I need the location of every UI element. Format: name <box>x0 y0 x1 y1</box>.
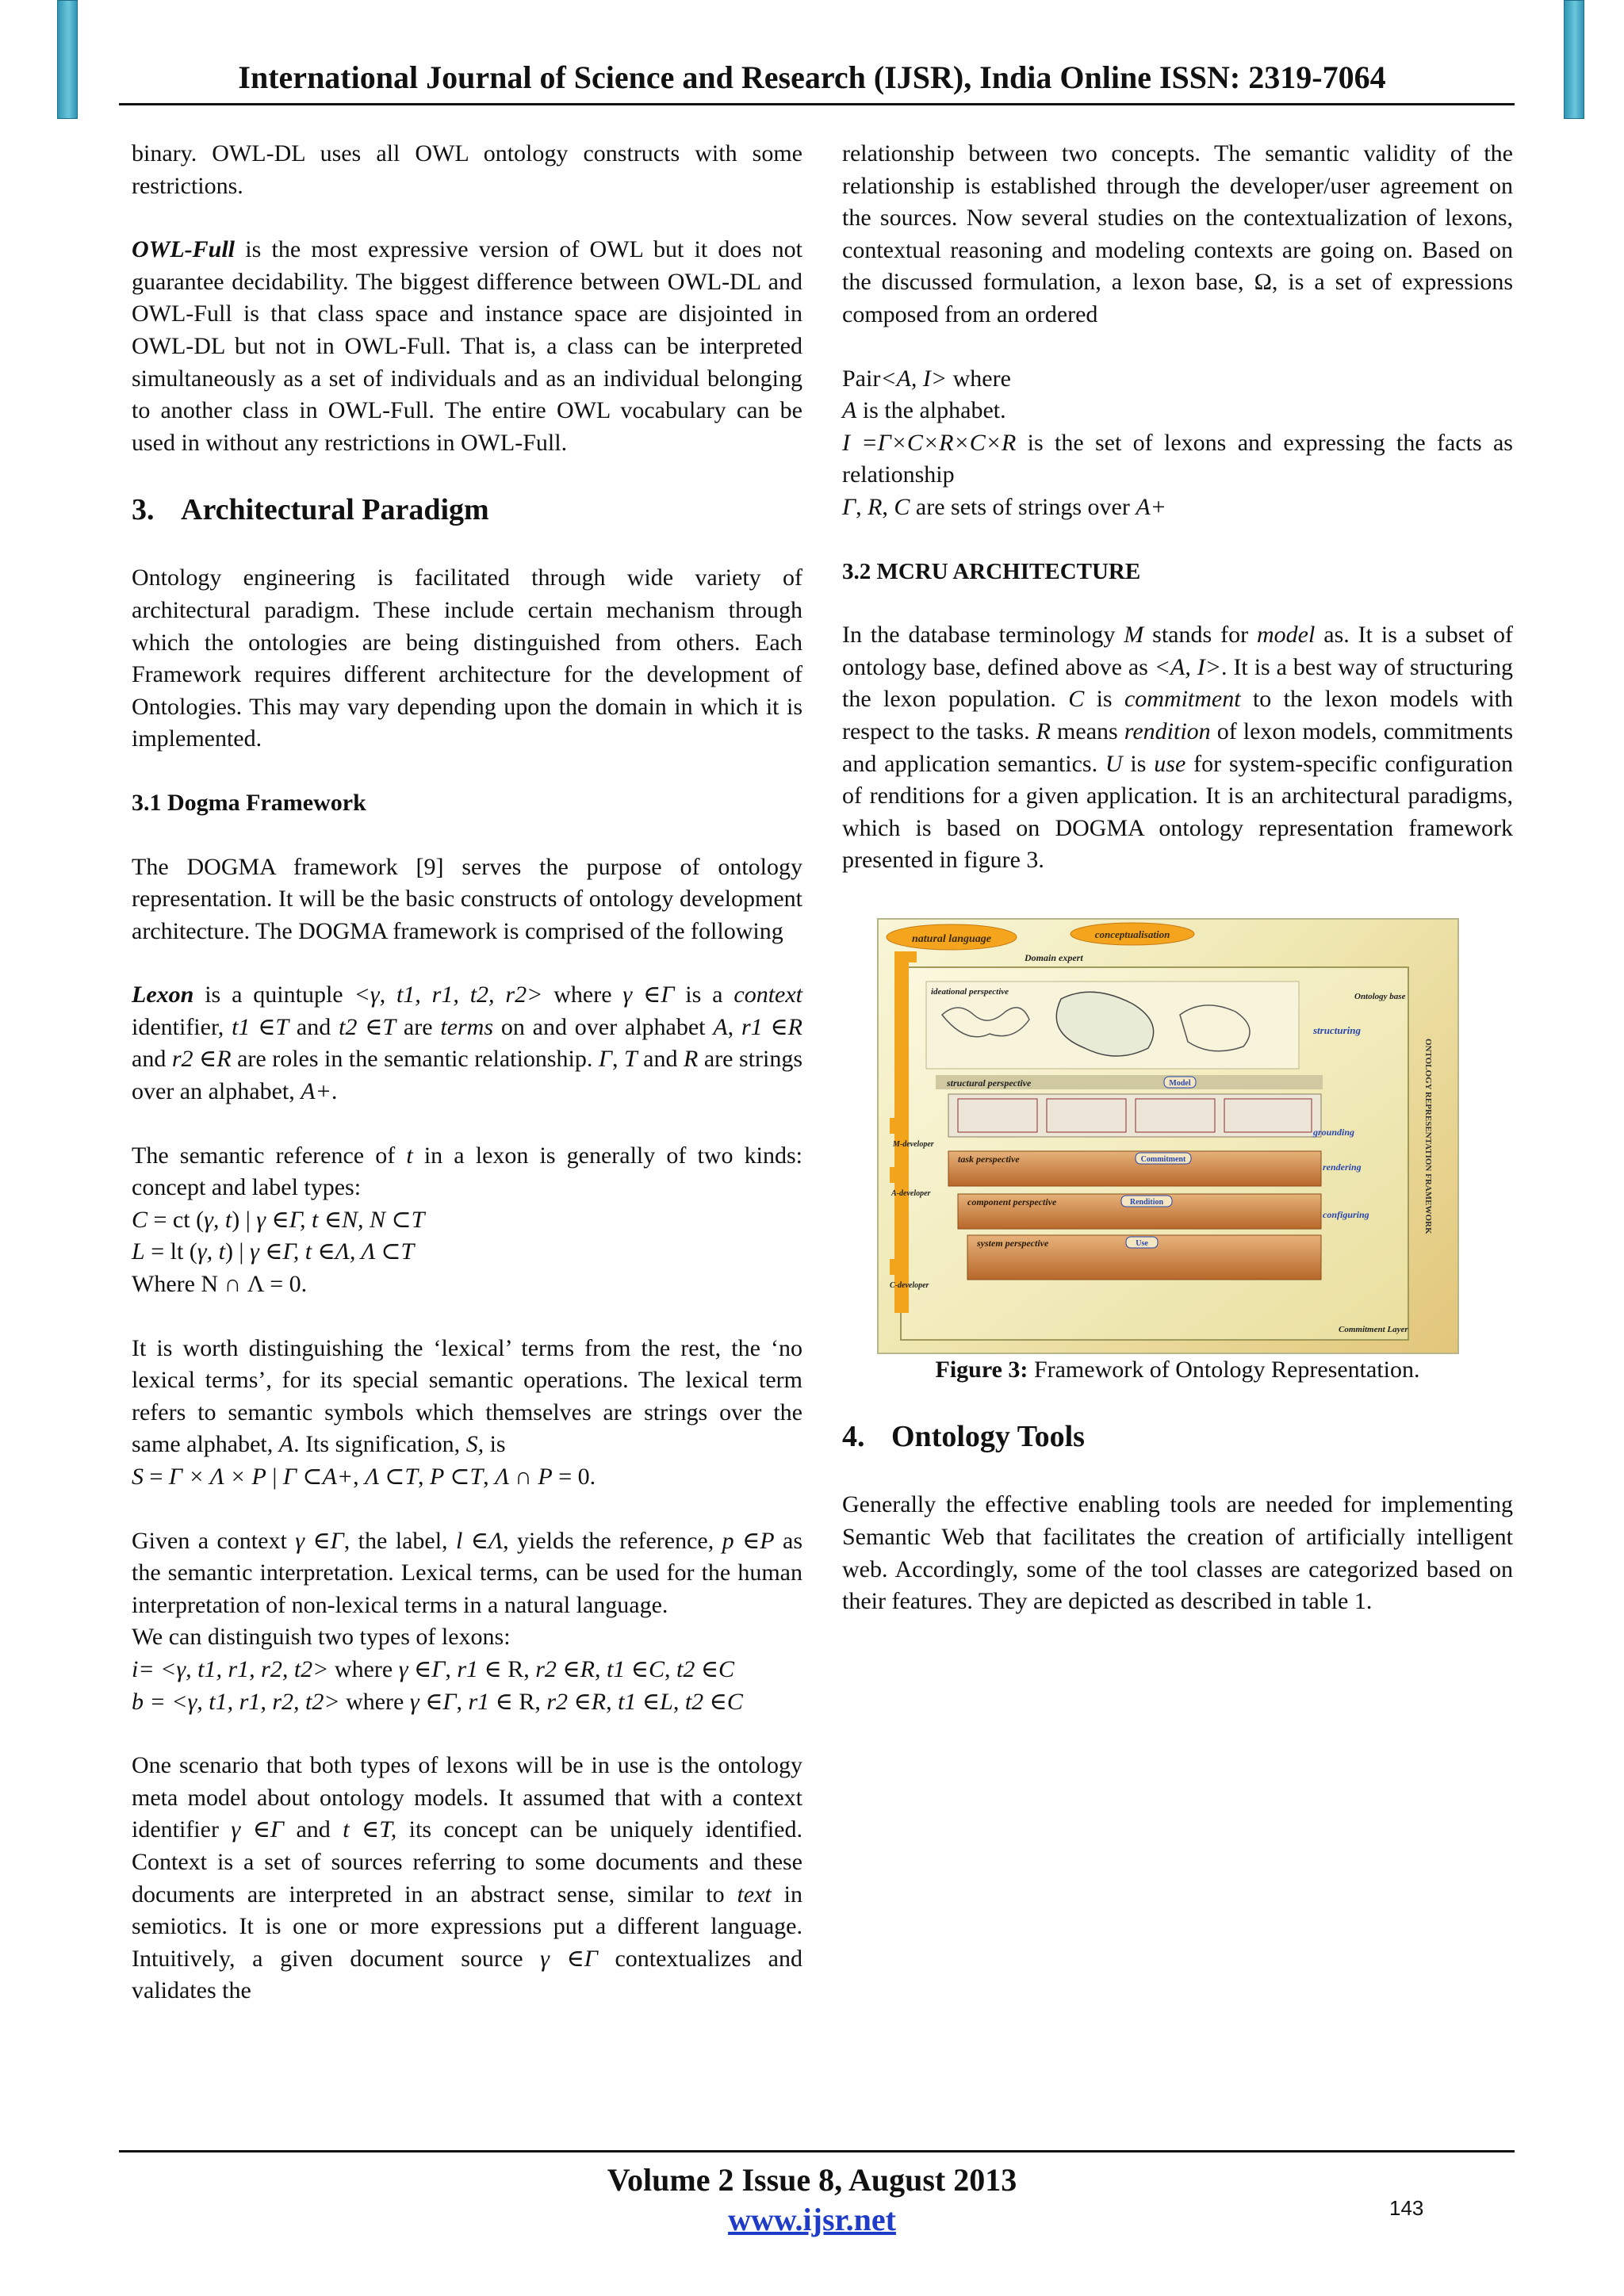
pipe-top <box>894 951 917 962</box>
section-heading-3: 3. Architectural Paradigm <box>132 493 489 527</box>
structuring-label: structuring <box>1313 1024 1361 1036</box>
footer-rule <box>119 2150 1515 2152</box>
formula-signification: S = Γ × Λ × P | Γ ⊂A+, Λ ⊂T, P ⊂T, Λ ∩ P = 0. <box>132 1464 596 1490</box>
rendering-label: rendering <box>1323 1161 1362 1173</box>
formula-lexon-b: b = <γ, t1, r1, r2, t2> where γ ∈Γ, r1 ∈ R, r2 ∈R, t1 ∈L, t2 ∈C <box>132 1688 743 1715</box>
formula-pair: Pair<A, I> where <box>842 365 1011 392</box>
right-column <box>842 138 1513 1650</box>
commitment-layer-label: Commitment Layer <box>1339 1324 1408 1334</box>
paragraph-lexon: Lexon is a quintuple <γ, t1, r1, t2, r2> where γ ∈Γ is a context identifier, t1 ∈T and t2 ∈T are terms on and over alphabet A, r1 ∈R and r2 ∈R are roles in the semantic relationship. Γ, T and R are strings over an alphabet, A+. <box>132 982 803 1105</box>
figure-ontology-framework <box>877 918 1459 1354</box>
formula-label: L = lt (γ, t) | γ ∈Γ, t ∈Λ, Λ ⊂T <box>132 1238 415 1265</box>
paragraph-scenario: One scenario that both types of lexons will be in use is the ontology meta model about ontology models. It assumed that with a context identifier γ ∈Γ and t ∈T, its concept can be uniquely identified. Context is a set of sources referring to some documents and these documents are interpreted in an abstract sense, similar to text in semiotics. It is one or more expressions put a different language. Intuitively, a given document source γ ∈Γ contextualizes and validates the <box>132 1752 803 2004</box>
section-heading-4: 4. Ontology Tools <box>842 1420 1085 1454</box>
paragraph-owl-full: OWL-Full is the most expressive version of OWL but it does not guarantee decidability. The biggest difference between OWL-DL and OWL-Full is that class space and instance space are disjointed in OWL-DL but not in OWL-Full. That is, a class can be interpreted simultaneously as a set of individuals and as an individual belonging to another class in OWL-Full. The entire OWL vocabulary can be used in without any restrictions in OWL-Full. <box>132 236 802 456</box>
rendition-label: Rendition <box>1129 1197 1164 1207</box>
header-rule <box>119 103 1515 105</box>
left-column <box>132 138 802 2039</box>
paragraph-given-context: Given a context γ ∈Γ, the label, l ∈Λ, yields the reference, p ∈P as the semantic interpretation. Lexical terms, can be used for the human interpretation of non-lexical terms in a natural language. <box>132 1527 803 1618</box>
formula-alphabet: A is the alphabet. <box>842 397 1006 424</box>
commitment-label: Commitment <box>1140 1154 1186 1164</box>
formula-where: Where N ∩ Λ = 0. <box>132 1271 308 1298</box>
c-developer-icon <box>890 1259 901 1275</box>
figure-caption: Figure 3: Framework of Ontology Representation. <box>935 1356 1420 1383</box>
structural-perspective-label: structural perspective <box>947 1077 1032 1089</box>
use-label: Use <box>1136 1238 1148 1248</box>
natural-language-label: natural language <box>912 932 991 945</box>
domain-expert-label: Domain expert <box>1025 951 1083 963</box>
component-perspective-label: component perspective <box>967 1196 1057 1207</box>
paragraph-semantic-reference: The semantic reference of t in a lexon is generally of two kinds: concept and label types: <box>132 1142 802 1201</box>
ideational-perspective-label: ideational perspective <box>931 986 1009 997</box>
subsection-heading-3-2: 3.2 MCRU ARCHITECTURE <box>842 558 1141 584</box>
paragraph-architectural-paradigm: Ontology engineering is facilitated through wide variety of architectural paradigm. These include certain mechanism through which the ontologies are being distinguished from others. Each Framework requires different architecture for the development of Ontologies. This may vary depending upon the domain in which it is implemented. <box>132 564 802 752</box>
paragraph-lexical-terms: It is worth distinguishing the ‘lexical’ terms from the rest, the ‘no lexical terms’, for its special semantic operations. The lexical term refers to semantic symbols which themselves are strings over the same alphabet, A. Its signification, S, is <box>132 1334 802 1458</box>
paragraph-ontology-tools: Generally the effective enabling tools are needed for implementing Semantic Web that facilitates the creation of artificially intelligent web. Accordingly, some of the tool classes are categorized based on their features. They are depicted as described in table 1. <box>842 1491 1513 1615</box>
footer-website-link[interactable]: www.ijsr.net <box>728 2202 896 2237</box>
figure-diagram <box>879 920 1457 1353</box>
footer-volume: Volume 2 Issue 8, August 2013 <box>607 2162 1017 2198</box>
journal-header: International Journal of Science and Research (IJSR), India Online ISSN: 2319-7064 <box>238 59 1386 95</box>
paragraph-dogma: The DOGMA framework [9] serves the purpose of ontology representation. It will be the basic constructs of ontology development architecture. The DOGMA framework is comprised of the following <box>132 853 802 944</box>
model-label: Model <box>1169 1078 1191 1088</box>
conceptualisation-label: conceptualisation <box>1094 928 1170 940</box>
paragraph-two-types: We can distinguish two types of lexons: <box>132 1624 511 1651</box>
formula-lexon-i: i= <γ, t1, r1, r2, t2> where γ ∈Γ, r1 ∈ R, r2 ∈R, t1 ∈C, t2 ∈C <box>132 1655 735 1682</box>
a-developer-label: A-developer <box>891 1188 931 1198</box>
formula-strings: Γ, R, C are sets of strings over A+ <box>842 493 1166 520</box>
structural-panel <box>948 1094 1321 1137</box>
ontology-base-label: Ontology base <box>1354 991 1406 1001</box>
paragraph-relationship: relationship between two concepts. The semantic validity of the relationship is established through the developer/user agreement on the sources. Now several studies on the contextualization of lexons, contextual reasoning and modeling contexts are going on. Based on the discussed formulation, a lexon base, Ω, is a set of expressions composed from an ordered <box>842 140 1513 327</box>
c-developer-label: C-developer <box>890 1280 929 1290</box>
m-developer-icon <box>890 1118 901 1134</box>
subsection-heading-3-1: 3.1 Dogma Framework <box>132 789 366 816</box>
paragraph-owl-dl: binary. OWL-DL uses all OWL ontology constructs with some restrictions. <box>132 140 802 199</box>
vertical-framework-title: ONTOLOGY REPRESENTATION FRAMEWORK <box>1423 1038 1433 1234</box>
page-number: 143 <box>1389 2196 1424 2220</box>
configuring-label: configuring <box>1323 1208 1369 1220</box>
a-developer-icon <box>890 1167 901 1183</box>
m-developer-label: M-developer <box>893 1139 934 1149</box>
system-perspective-label: system perspective <box>977 1237 1049 1249</box>
formula-concept: C = ct (γ, t) | γ ∈Γ, t ∈N, N ⊂T <box>132 1206 425 1233</box>
task-perspective-label: task perspective <box>958 1153 1020 1165</box>
paragraph-mcru: In the database terminology M stands for model as. It is a subset of ontology base, defined above as <A, I>. It is a best way of structuring the lexon population. C is commitment to the lexon models with respect to the tasks. R means rendition of lexon models, commitments and application semantics. U is use for system-specific configuration of renditions for a given application. It is an architectural paradigms, which is based on DOGMA ontology representation framework presented in figure 3. <box>842 622 1514 874</box>
formula-lexon-set: I =Γ×C×R×C×R is the set of lexons and expressing the facts as relationship <box>842 429 1513 488</box>
grounding-label: grounding <box>1313 1126 1355 1138</box>
term-owl-full: OWL-Full <box>132 236 236 263</box>
